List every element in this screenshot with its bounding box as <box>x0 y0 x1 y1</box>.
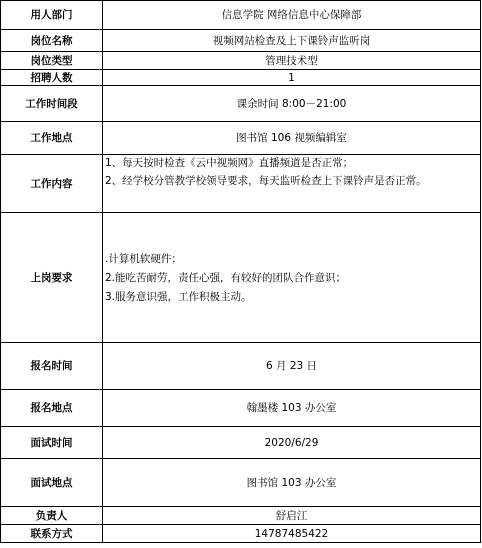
row-headcount <box>1 70 481 86</box>
row-interview-location <box>1 459 481 507</box>
row-department <box>1 1 481 30</box>
headcount-value: 1 <box>103 70 481 86</box>
interview-time-label: 面试时间 <box>1 427 103 459</box>
interview-location-label: 面试地点 <box>1 459 103 507</box>
department-label: 用人部门 <box>1 1 103 30</box>
position-type-value: 管理技术型 <box>103 52 481 70</box>
row-work-hours <box>1 86 481 122</box>
row-job-content <box>1 155 481 213</box>
work-location-value: 图书馆 106 视频编辑室 <box>103 122 481 155</box>
job-content-line: 1、每天按时检查《云中视频网》直播频道是否正常； <box>105 157 354 169</box>
position-name-value: 视频网站检查及上下课铃声监听岗 <box>103 30 481 52</box>
contact-person-label: 负责人 <box>1 507 103 525</box>
job-content-label: 工作内容 <box>1 155 103 213</box>
apply-time-label: 报名时间 <box>1 343 103 390</box>
requirement-item: 3.服务意识强，工作积极主动。 <box>105 290 252 303</box>
row-apply-location <box>1 390 481 427</box>
row-requirements <box>1 213 481 343</box>
position-type-label: 岗位类型 <box>1 52 103 70</box>
row-contact-phone <box>1 525 481 543</box>
work-hours-value: 课余时间 8:00－21:00 <box>103 86 481 122</box>
work-location-label: 工作地点 <box>1 122 103 155</box>
apply-time-value: 6 月 23 日 <box>103 343 481 390</box>
department-value: 信息学院 网络信息中心保障部 <box>103 1 481 30</box>
contact-phone-value: 14787485422 <box>103 525 481 543</box>
requirements-value <box>103 213 481 343</box>
requirement-item: .计算机软硬件； <box>105 252 182 265</box>
row-interview-time <box>1 427 481 459</box>
job-content-value <box>103 155 481 213</box>
interview-location-value: 图书馆 103 办公室 <box>103 459 481 507</box>
row-contact-person <box>1 507 481 525</box>
row-position-type <box>1 52 481 70</box>
interview-time-value: 2020/6/29 <box>103 427 481 459</box>
work-hours-label: 工作时间段 <box>1 86 103 122</box>
row-apply-time <box>1 343 481 390</box>
contact-phone-label: 联系方式 <box>1 525 103 543</box>
row-position-name <box>1 30 481 52</box>
contact-person-value: 舒启江 <box>103 507 481 525</box>
headcount-label: 招聘人数 <box>1 70 103 86</box>
position-name-label: 岗位名称 <box>1 30 103 52</box>
apply-location-label: 报名地点 <box>1 390 103 427</box>
row-work-location <box>1 122 481 155</box>
apply-location-value: 翰墨楼 103 办公室 <box>103 390 481 427</box>
requirements-label: 上岗要求 <box>1 213 103 343</box>
job-content-line: 2、经学校分管教学校领导要求，每天监听检查上下课铃声是否正常。 <box>105 175 427 187</box>
requirement-item: 2.能吃苦耐劳，责任心强，有较好的团队合作意识； <box>105 271 347 284</box>
